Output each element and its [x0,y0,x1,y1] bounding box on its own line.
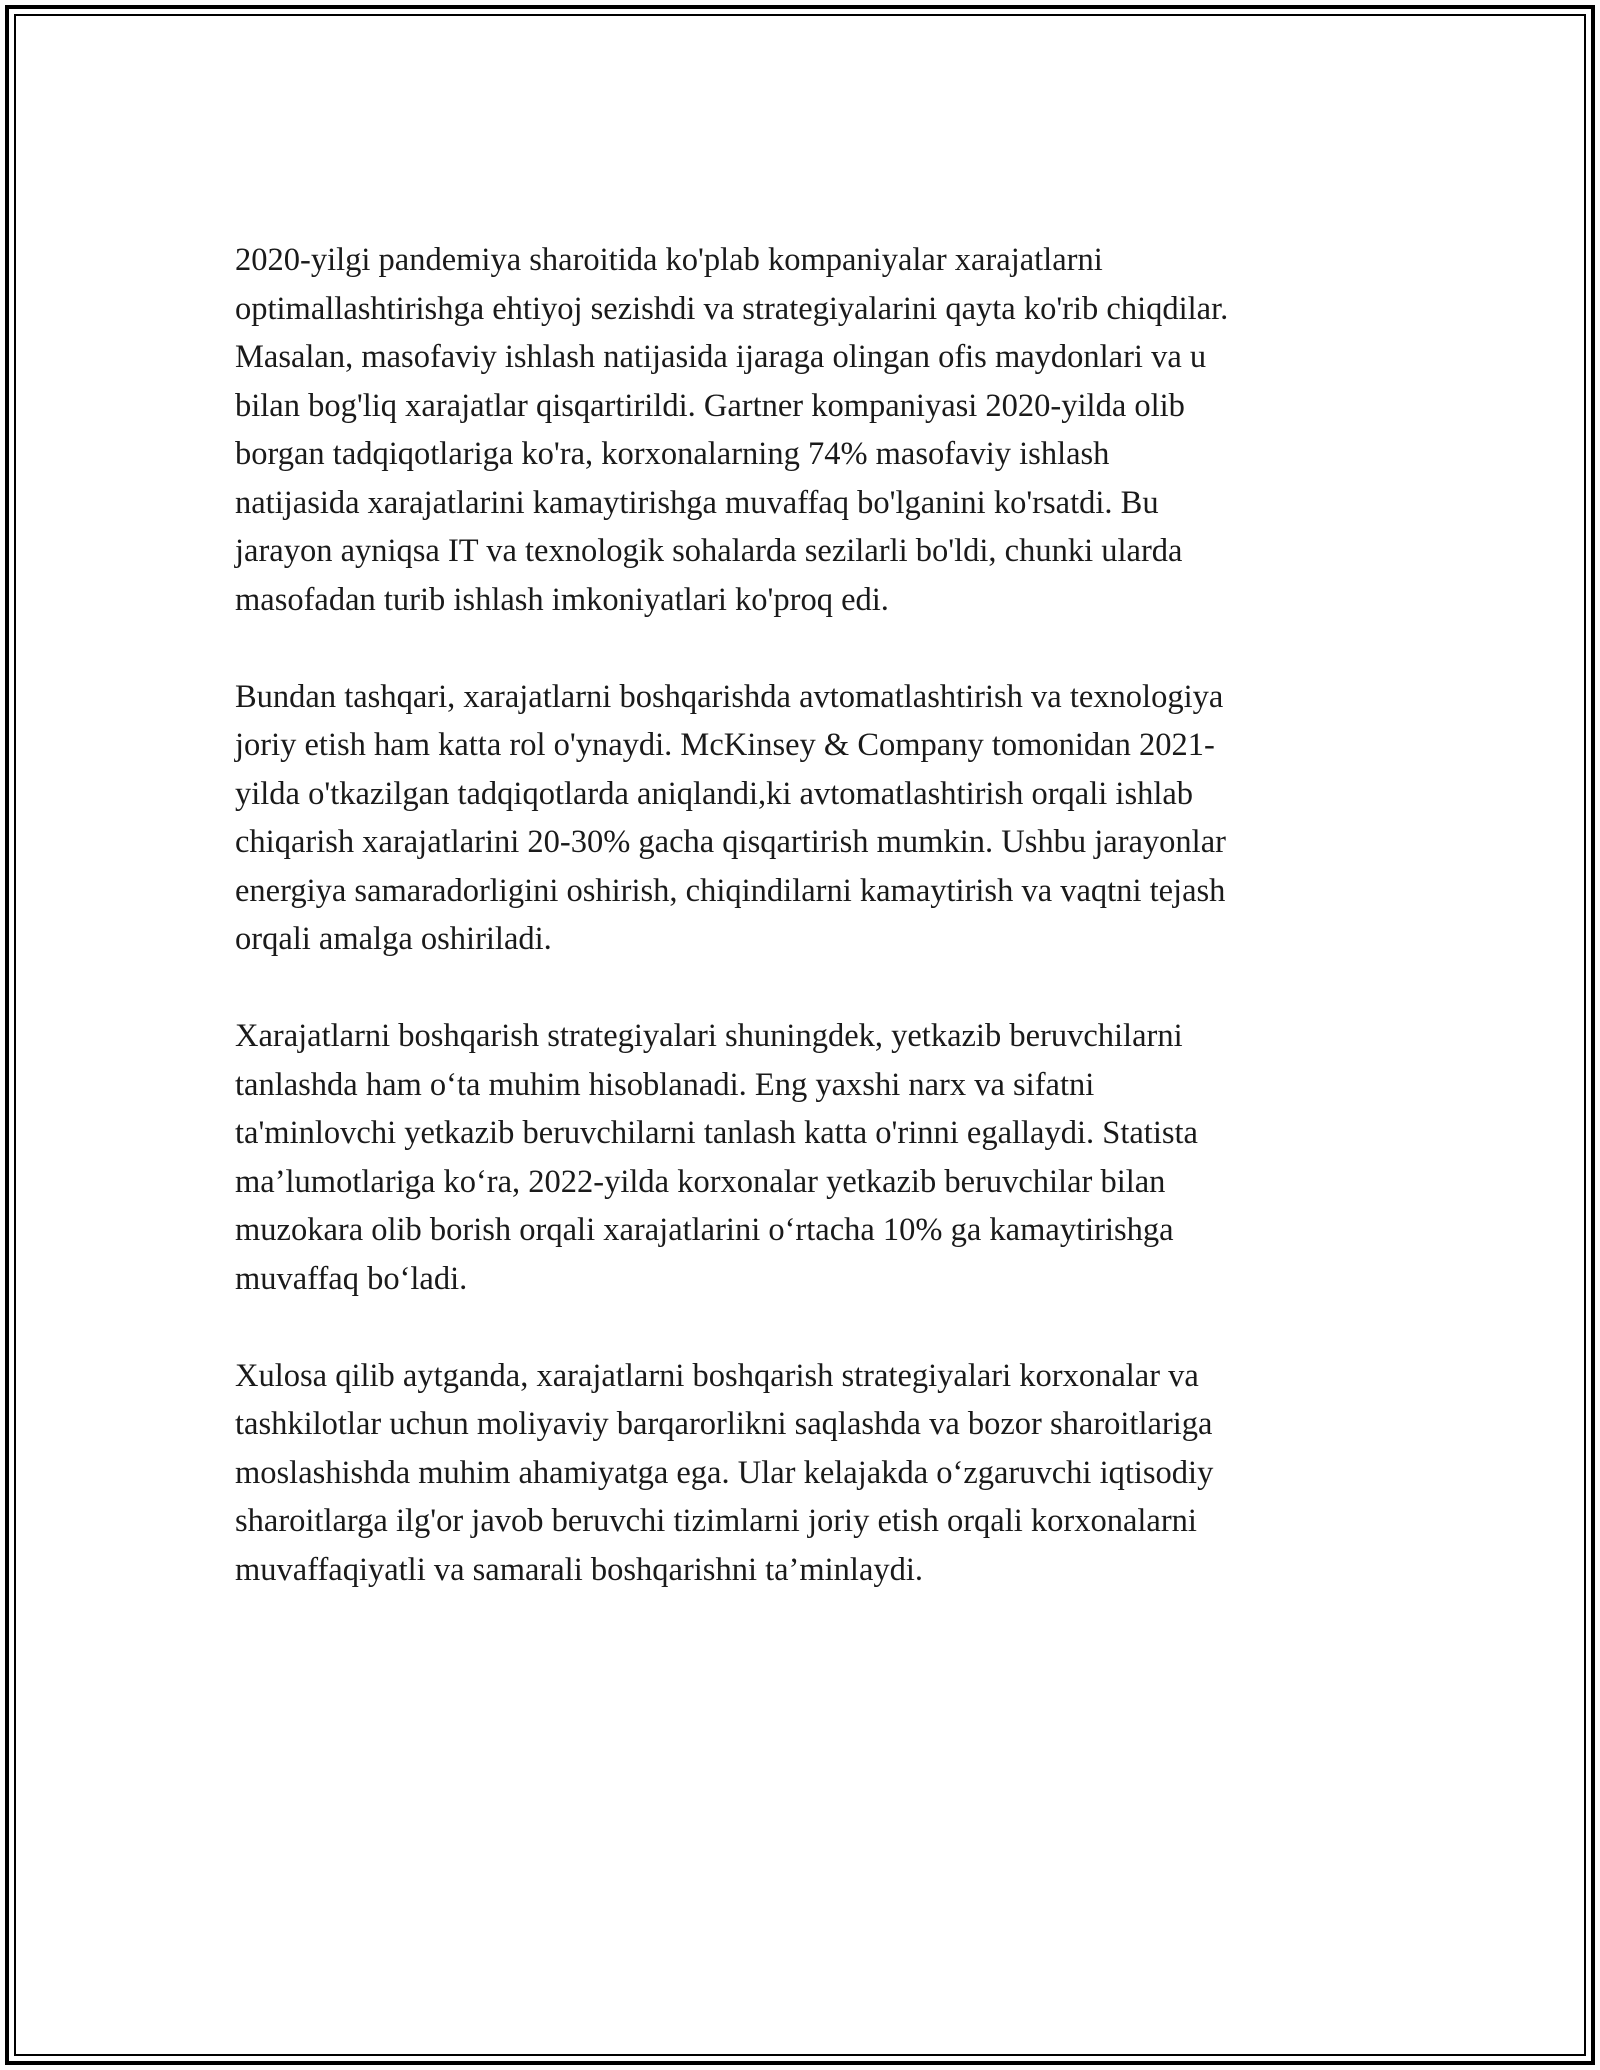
text-line: sharoitlarga ilg'or javob beruvchi tizimlarni joriy etish orqali korxonalarni [235,1503,1197,1539]
text-line: ta'minlovchi yetkazib beruvchilarni tanlash katta o'rinni egallaydi. Statista [235,1115,1198,1151]
text-line: ma’lumotlariga ko‘ra, 2022-yilda korxonalar yetkazib beruvchilar bilan [235,1163,1166,1200]
text-line: tanlashda ham o‘ta muhim hisoblanadi. Eng yaxshi narx va sifatni [235,1066,1095,1103]
text-line: Xulosa qilib aytganda, xarajatlarni boshqarish strategiyalari korxonalar va [235,1357,1199,1394]
text-line: Masalan, masofaviy ishlash natijasida ijaraga olingan ofis maydonlari va u [235,339,1207,375]
text-line: muzokara olib borish orqali xarajatlarini o‘rtacha 10% ga kamaytirishga [235,1212,1174,1248]
text-line: yilda o'tkazilgan tadqiqotlarda aniqlandi,ki avtomatlashtirish orqali ishlab [235,775,1194,812]
text-line: bilan bog'liq xarajatlar qisqartirildi. Gartner kompaniyasi 2020-yilda olib [235,387,1185,424]
paragraph-conclusion [235,1352,1375,1595]
text-line: jarayon ayniqsa IT va texnologik sohalarda sezilarli bo'ldi, chunki ularda [235,533,1183,569]
paragraph-pandemic-costs [235,236,1375,624]
text-line: muvaffaqiyatli va samarali boshqarishni ta’minlaydi. [235,1551,924,1588]
text-line: natijasida xarajatlarini kamaytirishga muvaffaq bo'lganini ko'rsatdi. Bu [235,484,1159,521]
text-line: masofadan turib ishlash imkoniyatlari ko'proq edi. [235,581,889,618]
text-line: orqali amalga oshiriladi. [235,921,552,957]
text-line: optimallashtirishga ehtiyoj sezishdi va strategiyalarini qayta ko'rib chiqdilar. [235,290,1229,327]
text-line: borgan tadqiqotlariga ko'ra, korxonalarning 74% masofaviy ishlash [235,436,1110,472]
text-line: 2020-yilgi pandemiya sharoitida ko'plab kompaniyalar xarajatlarni [235,242,1103,278]
text-line: Bundan tashqari, xarajatlarni boshqarishda avtomatlashtirish va texnologiya [235,678,1224,715]
text-line: tashkilotlar uchun moliyaviy barqarorlikni saqlashda va bozor sharoitlariga [235,1406,1213,1442]
paragraph-suppliers [235,1012,1375,1303]
paragraph-automation [235,673,1375,964]
text-line: Xarajatlarni boshqarish strategiyalari shuningdek, yetkazib beruvchilarni [235,1018,1183,1054]
text-line: chiqarish xarajatlarini 20-30% gacha qisqartirish mumkin. Ushbu jarayonlar [235,824,1226,860]
text-line: moslashishda muhim ahamiyatga ega. Ular kelajakda o‘zgaruvchi iqtisodiy [235,1454,1214,1491]
document-body [235,236,1375,1643]
text-line: energiya samaradorligini oshirish, chiqindilarni kamaytirish va vaqtni tejash [235,872,1226,909]
text-line: muvaffaq bo‘ladi. [235,1260,468,1297]
text-line: joriy etish ham katta rol o'ynaydi. McKinsey & Company tomonidan 2021- [235,727,1215,763]
